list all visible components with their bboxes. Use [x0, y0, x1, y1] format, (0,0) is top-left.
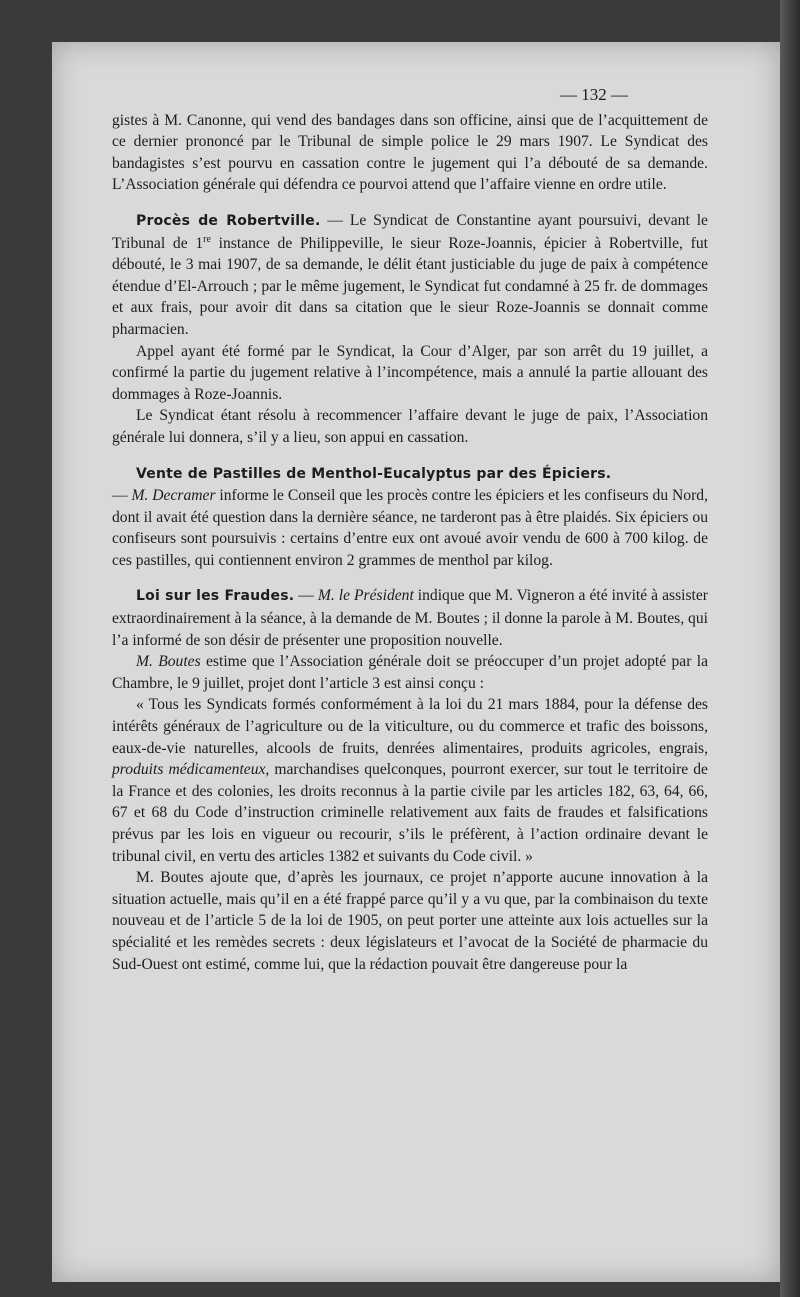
- section-heading: Loi sur les Fraudes.: [136, 588, 295, 605]
- section-heading: Vente de Pastilles de Menthol-Eucalyptus par des Épiciers.: [136, 465, 612, 482]
- speaker-name: M. Decramer: [131, 487, 216, 505]
- page-number: — 132 —: [560, 85, 628, 104]
- section-robertville: Procès de Robertville. — Le Syndicat de Constantine ayant poursuivi, devant le Tribunal de 1re instance de Philippeville, le sieur Roze-Joannis, épicier à Robertville, fut débouté, le 3 mai 1907, de sa demande, le délit étant justiciable du juge de paix à compétence étendue d’El-Arrouch ; par le même jugement, le Syndicat fut condamné à 25 fr. de dommages et aux frais, pour avoir dit dans sa citation que le sieur Roze-Joannis se donnait comme pharmacien.: [112, 211, 708, 338]
- paragraph-appel: Appel ayant été formé par le Syndicat, la Cour d’Alger, par son arrêt du 19 juillet, a confirmé la partie du jugement relative à l’incompétence, mais a annulé la partie allouant des dommages à Roze-Joannis.: [112, 342, 708, 403]
- section-heading: Procès de Robertville.: [136, 212, 321, 229]
- paragraph-syndicat: Le Syndicat étant résolu à recommencer l’affaire devant le juge de paix, l’Association générale lui donnera, s’il y a lieu, son appui en cassation.: [112, 407, 708, 446]
- speaker-name: M. Boutes: [136, 653, 201, 671]
- section-pastilles-body: — M. Decramer informe le Conseil que les procès contre les épiciers et les confiseurs du Nord, dont il avait été question dans la dernière séance, ne tarderont pas à être plaidés. Six épiciers ou confiseurs sont poursuivis : certains d’entre eux ont avoué avoir vendu de 600 à 700 kilog. de ces pastilles, qui contiennent environ 2 grammes de menthol par kilog.: [112, 487, 708, 569]
- paragraph-boutes-ajoute: M. Boutes ajoute que, d’après les journaux, ce projet n’apporte aucune innovation à la situation actuelle, mais qu’il en a été frappé parce qu’il y a vu que, par la combinaison du texte nouveau et de l’article 5 de la loi de 1905, on peut porter une atteinte aux lois actuelles sur la spécialité et les remèdes secrets : deux législateurs et l’avocat de la Société de pharmacie du Sud-Ouest ont estimé, comme lui, que la rédaction pouvait être dangereuse pour la: [112, 869, 708, 973]
- paragraph-intro: gistes à M. Canonne, qui vend des bandages dans son officine, ainsi que de l’acquittement de ce dernier prononcé par le Tribunal de simple police le 29 mars 1907. Le Syndicat des bandagistes s’est pourvu en cassation contre le jugement qui l’a débouté de sa demande. L’Association générale qui défendra ce pourvoi attend que l’affaire vienne en ordre utile.: [112, 111, 708, 194]
- book-edge: [780, 0, 800, 1297]
- section-pastilles-heading: [112, 463, 708, 486]
- page-content: [112, 84, 708, 975]
- quoted-article: « Tous les Syndicats formés conformément à la loi du 21 mars 1884, pour la défense des intérêts généraux de l’agriculture ou de la viticulture, ou du commerce et trafic des boissons, eaux-de-vie naturelles, alcools de fruits, denrées alimentaires, produits agricoles, engrais, produits médicamenteux, marchandises quelconques, pourront exercer, sur tout le territoire de la France et des colonies, les droits reconnus à la partie civile par les articles 182, 63, 64, 66, 67 et 68 du Code d’instruction criminelle relativement aux faits de fraudes et falsifications prévus par les lois en vigueur ou recourir, s’ils le préfèrent, à l’action ordinaire devant le tribunal civil, en vertu des articles 1382 et suivants du Code civil. »: [112, 696, 708, 865]
- paragraph-boutes: M. Boutes estime que l’Association générale doit se préoccuper d’un projet adopté par la Chambre, le 9 juillet, projet dont l’article 3 est ainsi conçu :: [112, 653, 709, 692]
- section-fraudes: Loi sur les Fraudes. — M. le Président indique que M. Vigneron a été invité à assister extraordinairement à la séance, à la demande de M. Boutes ; il donne la parole à M. Boutes, qui l’a informé de son désir de présenter une proposition nouvelle.: [112, 587, 708, 649]
- speaker-name: M. le Président: [317, 587, 414, 605]
